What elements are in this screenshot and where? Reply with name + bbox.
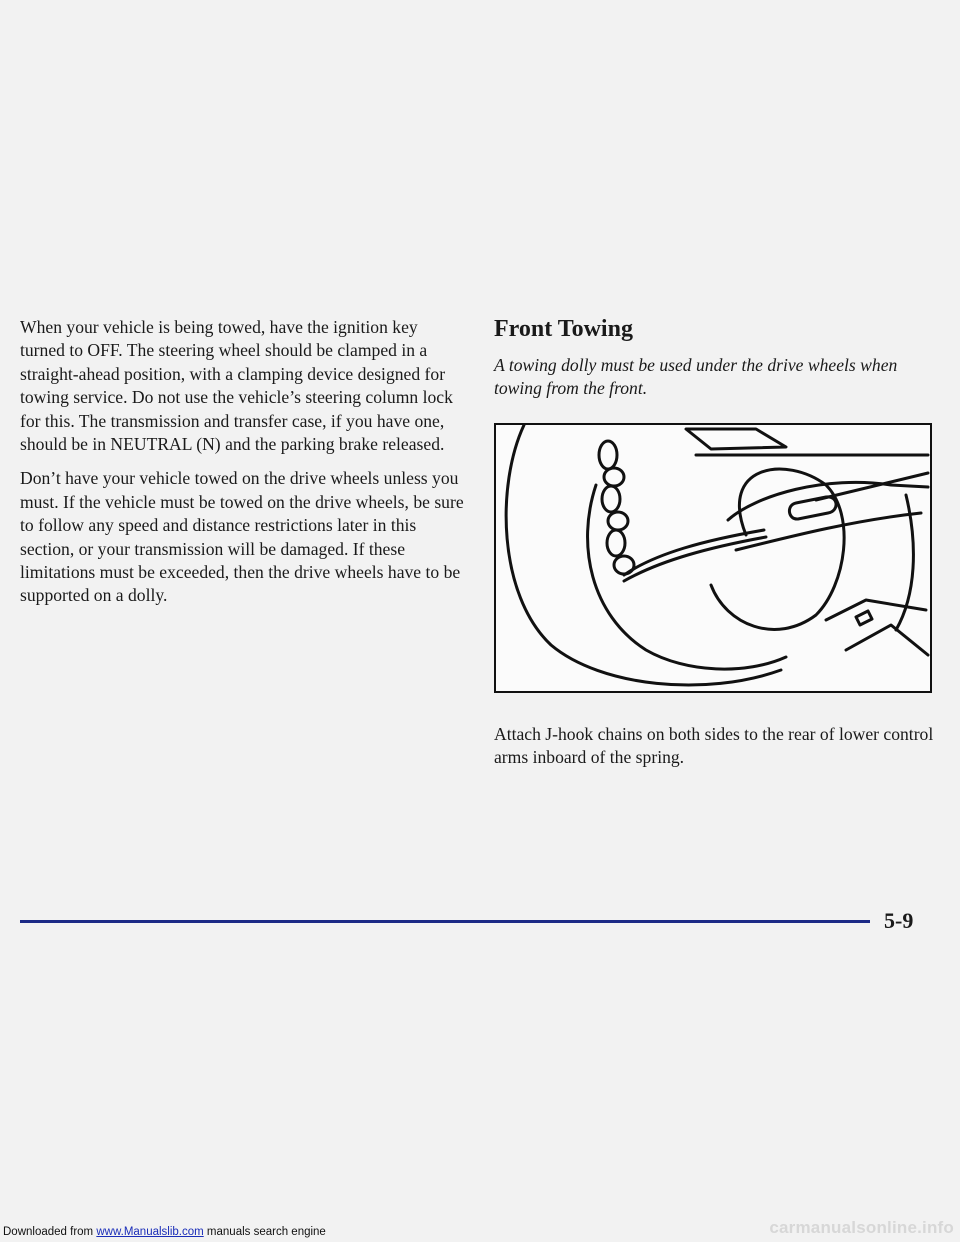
- manualslib-link[interactable]: www.Manualslib.com: [96, 1226, 204, 1238]
- chain-link: [599, 441, 617, 469]
- tire-outline: [506, 425, 781, 685]
- footer-rule: [20, 920, 870, 923]
- towing-ignition-paragraph: When your vehicle is being towed, have the ignition key turned to OFF. The steering wheel should be clamped in a straight-ahead position, with a clamping device designed for towing service. Do not use the vehicle’s steering column lock for this. The transmission and transfer case, if you have one, should be in NEUTRAL (N) and the parking brake released.: [20, 317, 453, 455]
- footer-prefix: Downloaded from: [3, 1226, 94, 1238]
- chain-link: [602, 486, 620, 512]
- lower-rail-2: [846, 625, 928, 655]
- figure-caption: Attach J-hook chains on both sides to the rear of lower control arms inboard of the spring.: [494, 723, 934, 767]
- front-towing-figure: [494, 423, 932, 693]
- right-column: [494, 314, 944, 401]
- drive-wheels-paragraph: Don’t have your vehicle towed on the drive wheels unless you must. If the vehicle must be towed on the drive wheels, be sure to follow any speed and distance restrictions later in this section, or your transmission will be damaged. If these limitations must be exceeded, then the drive wheels have to be supported on a dolly.: [20, 468, 464, 606]
- section-intro: A towing dolly must be used under the drive wheels when towing from the front.: [494, 355, 898, 399]
- chain-link: [604, 468, 624, 486]
- download-footer: [3, 1226, 326, 1238]
- bracket: [686, 429, 786, 449]
- wheel-chain-illustration-icon: [496, 425, 930, 691]
- chain-link: [607, 530, 625, 556]
- footer-suffix: manuals search engine: [206, 1226, 326, 1238]
- clip: [856, 611, 872, 625]
- section-title: Front Towing: [494, 316, 633, 342]
- watermark: carmanualsonline.info: [769, 1218, 954, 1237]
- lower-rail: [826, 600, 926, 620]
- page-number: 5-9: [884, 908, 914, 933]
- left-column: [20, 316, 465, 619]
- chain-link: [608, 512, 628, 530]
- control-arm-slot: [789, 497, 836, 519]
